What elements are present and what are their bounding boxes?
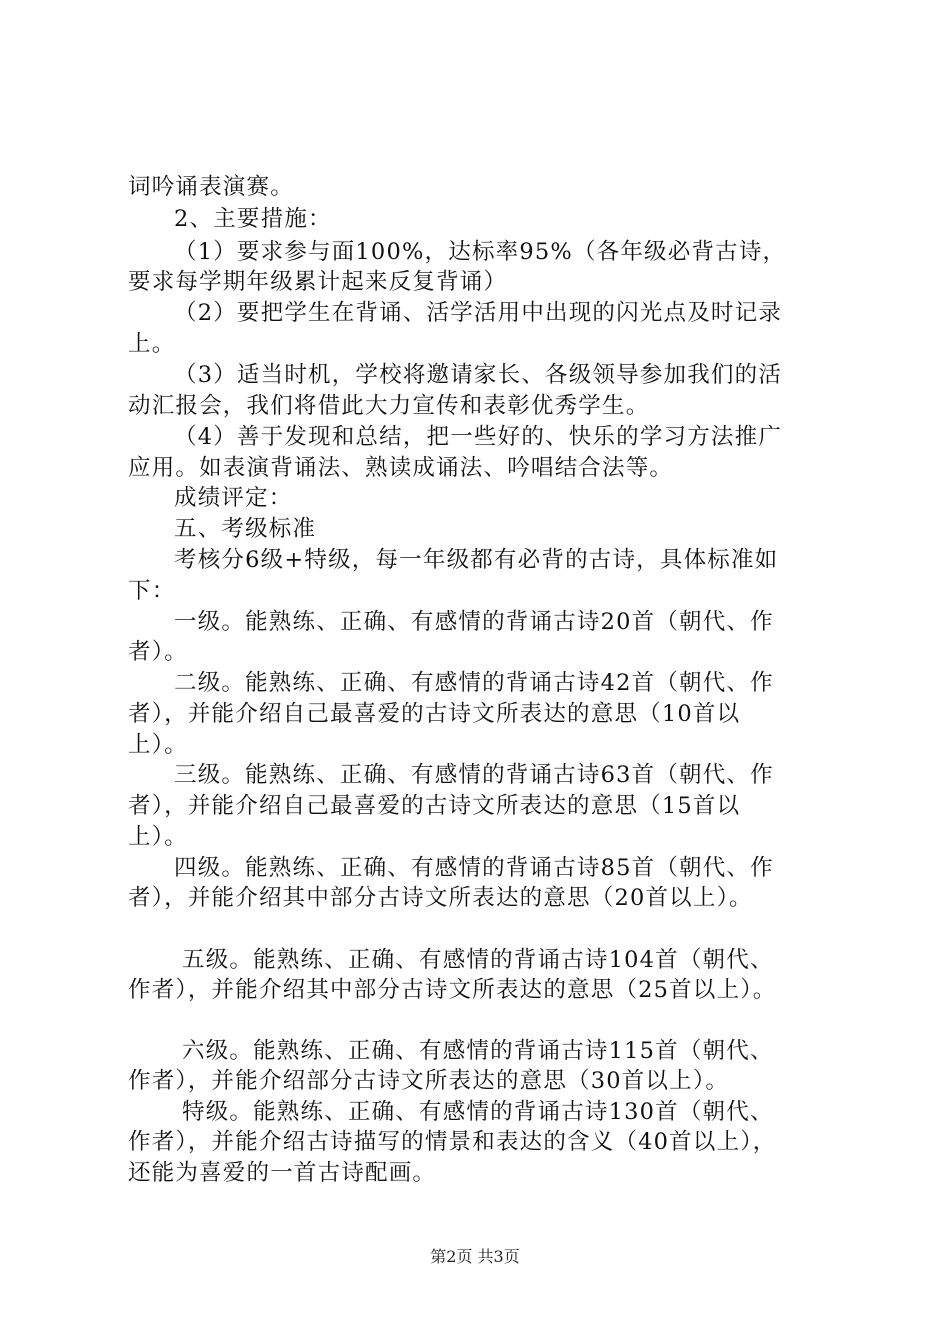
text-line: 者），并能介绍自己最喜爱的古诗文所表达的意思（15首以 xyxy=(128,793,741,819)
text-line: 考核分6级+特级，每一年级都有必背的古诗，具体标准如 xyxy=(174,547,779,573)
text-line: 四级。能熟练、正确、有感情的背诵古诗85首（朝代、作 xyxy=(174,855,774,881)
text-line: 成绩评定： xyxy=(174,485,293,511)
text-line: 作者），并能介绍部分古诗文所表达的意思（30首以上）。 xyxy=(128,1068,730,1094)
text-line: （4）善于发现和总结，把一些好的、快乐的学习方法推广 xyxy=(174,424,783,450)
text-line: 一级。能熟练、正确、有感情的背诵古诗20首（朝代、作 xyxy=(174,609,774,635)
text-line: 上。 xyxy=(128,331,176,357)
text-line: 2、主要措施： xyxy=(174,206,332,232)
text-line: 还能为喜爱的一首古诗配画。 xyxy=(128,1160,437,1186)
text-line: 作者），并能介绍其中部分古诗文所表达的意思（25首以上）。 xyxy=(128,977,777,1003)
text-line: 特级。能熟练、正确、有感情的背诵古诗130首（朝代、 xyxy=(182,1099,774,1125)
text-line: 作者），并能介绍古诗描写的情景和表达的含义（40首以上）， xyxy=(128,1129,777,1155)
text-line: 五、考级标准 xyxy=(174,516,317,542)
text-line: 下： xyxy=(128,578,176,604)
text-line: 上）。 xyxy=(128,732,188,758)
text-line: 六级。能熟练、正确、有感情的背诵古诗115首（朝代、 xyxy=(182,1038,774,1064)
text-line: （2）要把学生在背诵、活学活用中出现的闪光点及时记录 xyxy=(174,300,783,326)
text-line: 应用。如表演背诵法、熟读成诵法、吟唱结合法等。 xyxy=(128,455,674,481)
text-line: （3）适当时机，学校将邀请家长、各级领导参加我们的活 xyxy=(174,362,783,388)
text-line: 二级。能熟练、正确、有感情的背诵古诗42首（朝代、作 xyxy=(174,670,774,696)
text-line: 三级。能熟练、正确、有感情的背诵古诗63首（朝代、作 xyxy=(174,762,774,788)
text-line: 要求每学期年级累计起来反复背诵） xyxy=(128,269,508,295)
text-line: 词吟诵表演赛。 xyxy=(128,174,294,200)
text-line: 动汇报会，我们将借此大力宣传和表彰优秀学生。 xyxy=(128,393,650,419)
text-line: 者），并能介绍自己最喜爱的古诗文所表达的意思（10首以 xyxy=(128,701,741,727)
text-line: 者）。 xyxy=(128,639,188,665)
text-line: 五级。能熟练、正确、有感情的背诵古诗104首（朝代、 xyxy=(182,947,774,973)
text-line: 上）。 xyxy=(128,824,188,850)
text-line: 者），并能介绍其中部分古诗文所表达的意思（20首以上）。 xyxy=(128,885,753,911)
text-line: （1）要求参与面100%，达标率95%（各年级必背古诗， xyxy=(174,239,787,265)
page-number: 第2页 共3页 xyxy=(430,1247,520,1266)
